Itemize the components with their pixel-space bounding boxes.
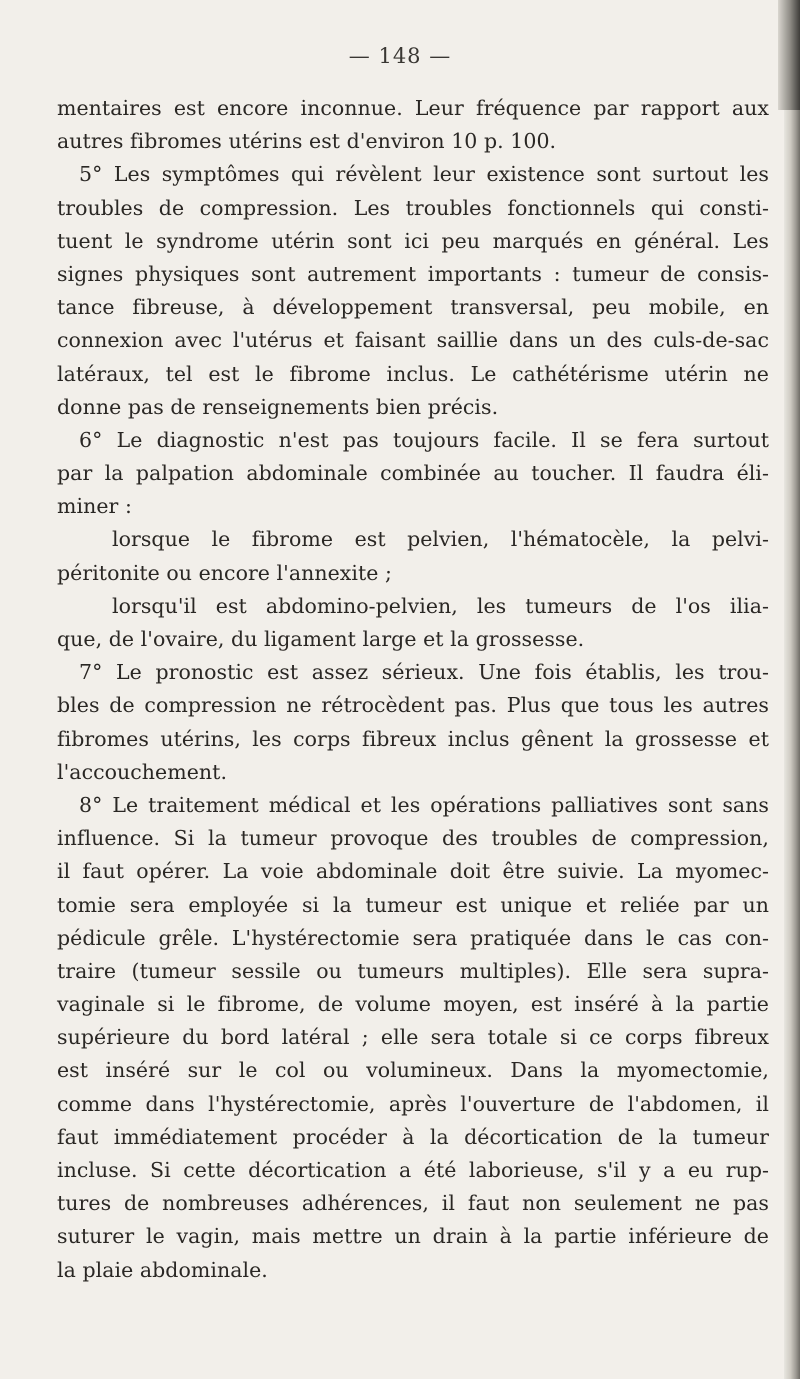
text-line: mentaires est encore inconnue. Leur fréquence par rapport aux	[57, 96, 769, 120]
text-line: suturer le vagin, mais mettre un drain à la partie inférieure de	[57, 1224, 769, 1249]
text-line: miner :	[57, 494, 132, 519]
page-edge-shadow	[784, 0, 800, 1379]
text-line: pédicule grêle. L'hystérectomie sera pratiquée dans le cas con-	[57, 925, 769, 950]
text-line: que, de l'ovaire, du ligament large et la grossesse.	[57, 627, 585, 651]
text-line: supérieure du bord latéral ; elle sera totale si ce corps fibreux	[57, 1025, 769, 1050]
text-line: l'accouchement.	[57, 759, 228, 784]
text-line: lorsqu'il est abdomino-pelvien, les tumeurs de l'os ilia-	[112, 593, 769, 618]
text-line: autres fibromes utérins est d'environ 10 p. 100.	[57, 129, 557, 154]
text-line: la plaie abdominale.	[57, 1257, 268, 1282]
text-line: 8° Le traitement médical et les opérations palliatives sont sans	[79, 792, 769, 817]
text-line: 7° Le pronostic est assez sérieux. Une fois établis, les trou-	[79, 660, 769, 685]
text-line: est inséré sur le col ou volumineux. Dans la myomectomie,	[57, 1058, 769, 1083]
text-line: troubles de compression. Les troubles fonctionnels qui consti-	[57, 195, 769, 220]
text-line: faut immédiatement procéder à la décortication de la tumeur	[57, 1124, 769, 1149]
text-line: 5° Les symptômes qui révèlent leur existence sont surtout les	[79, 162, 769, 187]
text-line: connexion avec l'utérus et faisant saillie dans un des culs-de-sac	[57, 328, 769, 353]
text-line: fibromes utérins, les corps fibreux inclus gênent la grossesse et	[57, 726, 769, 751]
page-number-header: — 148 —	[348, 44, 452, 68]
text-line: vaginale si le fibrome, de volume moyen, est inséré à la partie	[57, 992, 769, 1017]
text-line: tures de nombreuses adhérences, il faut non seulement ne pas	[57, 1191, 769, 1216]
text-line: donne pas de renseignements bien précis.	[57, 394, 499, 419]
text-line: incluse. Si cette décortication a été laborieuse, s'il y a eu rup-	[57, 1158, 769, 1182]
text-line: signes physiques sont autrement importants : tumeur de consis-	[57, 261, 769, 286]
text-line: il faut opérer. La voie abdominale doit être suivie. La myomec-	[57, 859, 769, 884]
text-line: tomie sera employée si la tumeur est unique et reliée par un	[57, 892, 769, 917]
text-line: comme dans l'hystérectomie, après l'ouverture de l'abdomen, il	[57, 1091, 769, 1116]
text-line: lorsque le fibrome est pelvien, l'hématocèle, la pelvi-	[112, 527, 769, 552]
text-line: tance fibreuse, à développement transversal, peu mobile, en	[57, 295, 769, 320]
text-line: traire (tumeur sessile ou tumeurs multiples). Elle sera supra-	[57, 958, 769, 983]
text-line: par la palpation abdominale combinée au toucher. Il faudra éli-	[57, 461, 769, 486]
text-line: latéraux, tel est le fibrome inclus. Le cathétérisme utérin ne	[57, 361, 769, 386]
text-line: 6° Le diagnostic n'est pas toujours facile. Il se fera surtout	[79, 427, 769, 452]
text-line: tuent le syndrome utérin sont ici peu marqués en général. Les	[57, 228, 769, 253]
body-text	[57, 92, 769, 1287]
text-line: bles de compression ne rétrocèdent pas. Plus que tous les autres	[57, 693, 769, 718]
text-line: influence. Si la tumeur provoque des troubles de compression,	[57, 826, 769, 851]
text-line: péritonite ou encore l'annexite ;	[57, 560, 393, 585]
